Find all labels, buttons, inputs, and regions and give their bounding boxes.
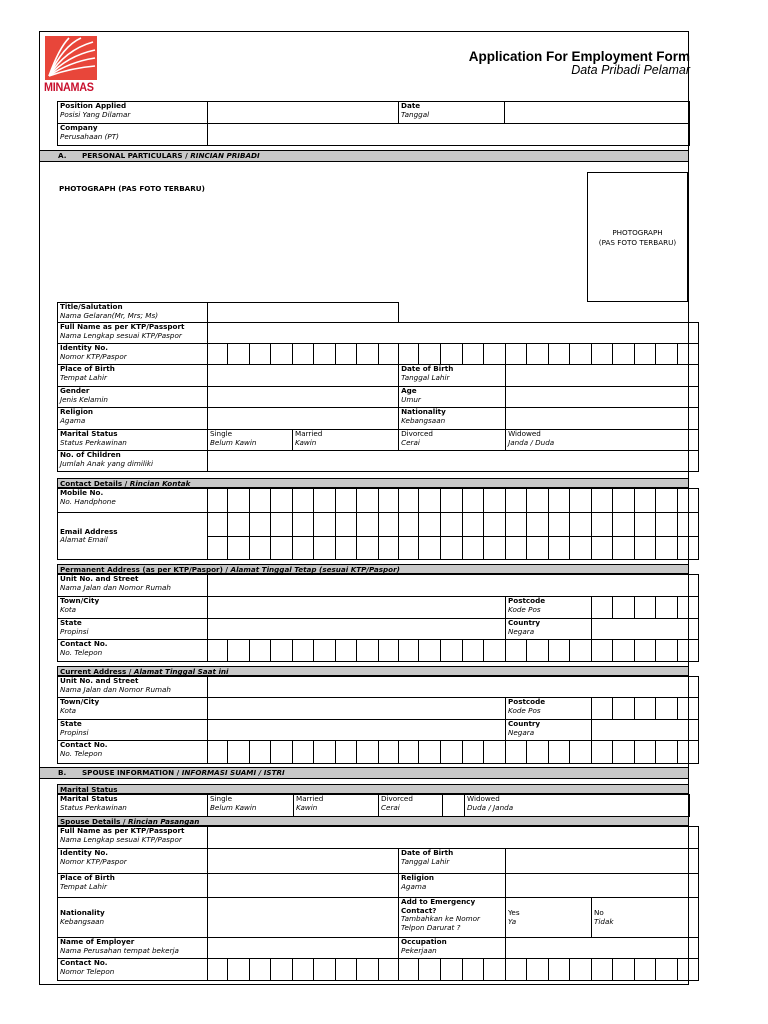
char-box[interactable] [314,537,336,560]
digit-box[interactable] [293,344,314,365]
char-box[interactable] [613,513,635,537]
char-box[interactable] [271,513,293,537]
digit-box[interactable] [379,640,399,662]
digit-box[interactable] [399,344,419,365]
digit-box[interactable] [271,344,293,365]
digit-box[interactable] [549,741,570,764]
curr-town-input[interactable] [208,698,506,720]
digit-box[interactable] [613,698,635,720]
perm-postcode-label: Postcode Kode Pos [506,597,592,619]
curr-state-input[interactable] [208,720,506,741]
digit-box[interactable] [379,959,399,981]
digit-box[interactable] [656,741,678,764]
digit-box[interactable] [336,959,357,981]
digit-box[interactable] [635,741,656,764]
digit-box[interactable] [570,741,592,764]
curr-country-label: Country Negara [506,720,592,741]
char-box[interactable] [678,537,699,560]
curr-contact-label: Contact No. No. Telepon [58,741,208,764]
char-box[interactable] [293,537,314,560]
digit-box[interactable] [250,344,271,365]
digit-box[interactable] [678,344,699,365]
perm-state-input[interactable] [208,619,506,640]
digit-box[interactable] [250,640,271,662]
digit-box[interactable] [549,344,570,365]
digit-box[interactable] [208,959,228,981]
nationality-label: Nationality Kebangsaan [399,408,506,430]
digit-box[interactable] [506,741,527,764]
digit-box[interactable] [441,741,463,764]
digit-box[interactable] [357,489,379,513]
photograph-box[interactable]: PHOTOGRAPH (PAS FOTO TERBARU) [587,172,688,302]
digit-box[interactable] [293,741,314,764]
section-a-header: A. PERSONAL PARTICULARS / RINCIAN PRIBADI [40,150,688,162]
digit-box[interactable] [678,698,699,720]
char-box[interactable] [336,537,357,560]
char-box[interactable] [250,513,271,537]
contact-table [57,488,699,560]
spouse-details-table [57,826,699,981]
employer-label: Name of Employer Nama Perusahan tempat bekerja [58,938,208,959]
curr-postcode-label: Postcode Kode Pos [506,698,592,720]
current-address-table [57,676,699,764]
char-box[interactable] [271,537,293,560]
digit-box[interactable] [656,344,678,365]
perm-unit-label: Unit No. and Street Nama Jalan dan Nomor Rumah [58,575,208,597]
char-box[interactable] [208,537,228,560]
digit-box[interactable] [228,489,250,513]
char-box[interactable] [527,537,549,560]
digit-box[interactable] [250,741,271,764]
personal-table [57,302,699,472]
perm-unit-input[interactable] [208,575,699,597]
digit-box[interactable] [419,640,441,662]
occupation-label: Occupation Pekerjaan [399,938,506,959]
brand-name: MINAMAS [44,80,94,94]
digit-box[interactable] [527,959,549,981]
digit-box[interactable] [228,640,250,662]
spouse-fullname-label: Full Name as per KTP/Passport Nama Lengkap sesuai KTP/Paspor [58,827,208,849]
char-box[interactable] [399,513,419,537]
curr-unit-label: Unit No. and Street Nama Jalan dan Nomor Rumah [58,677,208,698]
char-box[interactable] [527,513,549,537]
divorced-option[interactable]: Divorced Cerai [399,430,506,451]
digit-box[interactable] [527,741,549,764]
digit-box[interactable] [613,640,635,662]
gender-input[interactable] [208,387,399,408]
nationality-input[interactable] [506,408,699,430]
digit-box[interactable] [357,741,379,764]
digit-box[interactable] [613,959,635,981]
digit-box[interactable] [441,344,463,365]
digit-box[interactable] [441,640,463,662]
digit-box[interactable] [399,741,419,764]
position-input[interactable] [208,102,399,124]
digit-box[interactable] [336,344,357,365]
char-box[interactable] [463,537,484,560]
digit-box[interactable] [379,741,399,764]
digit-box[interactable] [314,959,336,981]
company-input[interactable] [208,124,690,146]
digit-box[interactable] [463,344,484,365]
spouse-religion-input[interactable] [506,874,699,898]
digit-box[interactable] [592,344,613,365]
spouse-religion-label: Religion Agama [399,874,506,898]
salutation-label: Title/Salutation Nama Gelaran(Mr, Mrs; Ms) [58,303,208,323]
digit-box[interactable] [527,489,549,513]
digit-box[interactable] [506,959,527,981]
digit-box[interactable] [592,959,613,981]
digit-box[interactable] [635,698,656,720]
char-box[interactable] [314,513,336,537]
char-box[interactable] [549,513,570,537]
emergency-label: Add to Emergency Contact? Tambahkan ke Nomor Telpon Darurat ? [399,898,506,938]
digit-box[interactable] [314,489,336,513]
digit-box[interactable] [228,959,250,981]
digit-box[interactable] [656,597,678,619]
char-box[interactable] [506,513,527,537]
char-box[interactable] [399,537,419,560]
digit-box[interactable] [463,640,484,662]
religion-input[interactable] [208,408,399,430]
single-option[interactable]: Single Belum Kawin [208,430,293,451]
spouse-marital-table [57,794,690,817]
fullname-input[interactable] [208,323,699,344]
digit-box[interactable] [613,489,635,513]
spouse-details-header: Spouse Details / Rincian Pasangan [57,816,689,826]
digit-box[interactable] [463,959,484,981]
digit-box[interactable] [419,959,441,981]
digit-box[interactable] [592,640,613,662]
digit-box[interactable] [484,489,506,513]
digit-box[interactable] [336,489,357,513]
children-label: No. of Children Jumlah Anak yang dimiliki [58,451,208,472]
digit-box[interactable] [549,959,570,981]
perm-contact-label: Contact No. No. Telepon [58,640,208,662]
position-label: Position Applied Posisi Yang Dilamar [58,102,208,124]
digit-box[interactable] [613,597,635,619]
digit-box[interactable] [293,959,314,981]
section-b-header: B. SPOUSE INFORMATION / INFORMASI SUAMI / ISTRI [40,767,688,779]
religion-label: Religion Agama [58,408,208,430]
digit-box[interactable] [592,741,613,764]
digit-box[interactable] [314,344,336,365]
perm-state-label: State Propinsi [58,619,208,640]
char-box[interactable] [293,513,314,537]
spouse-married-option[interactable]: Married Kawin [294,795,379,817]
digit-box[interactable] [613,344,635,365]
digit-box[interactable] [635,489,656,513]
digit-box[interactable] [336,640,357,662]
digit-box[interactable] [635,597,656,619]
spouse-single-option[interactable]: Single Belum Kawin [208,795,294,817]
spouse-identity-input[interactable] [208,849,399,874]
contact-details-header: Contact Details / Rincian Kontak [57,478,689,488]
char-box[interactable] [228,537,250,560]
marital-label: Marital Status Status Perkawinan [58,430,208,451]
perm-town-input[interactable] [208,597,506,619]
digit-box[interactable] [592,489,613,513]
married-option[interactable]: Married Kawin [293,430,399,451]
char-box[interactable] [506,537,527,560]
digit-box[interactable] [441,489,463,513]
char-box[interactable] [336,513,357,537]
digit-box[interactable] [656,489,678,513]
spouse-pob-input[interactable] [208,874,399,898]
char-box[interactable] [592,513,613,537]
perm-town-label: Town/City Kota [58,597,208,619]
digit-box[interactable] [635,640,656,662]
identity-label: Identity No. Nomor KTP/Paspor [58,344,208,365]
char-box[interactable] [484,537,506,560]
digit-box[interactable] [570,489,592,513]
digit-box[interactable] [484,959,506,981]
digit-box[interactable] [399,489,419,513]
digit-box[interactable] [250,959,271,981]
digit-box[interactable] [463,741,484,764]
char-box[interactable] [678,513,699,537]
digit-box[interactable] [250,489,271,513]
digit-box[interactable] [379,344,399,365]
digit-box[interactable] [379,489,399,513]
char-box[interactable] [549,537,570,560]
spouse-dob-input[interactable] [506,849,699,874]
char-box[interactable] [419,513,441,537]
permanent-address-table [57,574,699,662]
digit-box[interactable] [271,741,293,764]
char-box[interactable] [357,537,379,560]
pob-label: Place of Birth Tempat Lahir [58,365,208,387]
digit-box[interactable] [656,640,678,662]
digit-box[interactable] [613,741,635,764]
digit-box[interactable] [463,489,484,513]
mobile-label: Mobile No. No. Handphone [58,489,208,513]
char-box[interactable] [441,537,463,560]
digit-box[interactable] [570,959,592,981]
date-label: Date Tanggal [399,102,505,124]
digit-box[interactable] [228,344,250,365]
digit-box[interactable] [419,741,441,764]
age-input[interactable] [506,387,699,408]
spouse-pob-label: Place of Birth Tempat Lahir [58,874,208,898]
curr-unit-input[interactable] [208,677,699,698]
digit-box[interactable] [592,597,613,619]
digit-box[interactable] [441,959,463,981]
spouse-fullname-input[interactable] [208,827,699,849]
digit-box[interactable] [527,640,549,662]
position-table [57,101,690,146]
char-box[interactable] [656,537,678,560]
digit-box[interactable] [678,741,699,764]
current-address-header: Current Address / Alamat Tinggal Saat ini [57,666,689,676]
perm-country-label: Country Negara [506,619,592,640]
digit-box[interactable] [271,959,293,981]
widowed-option[interactable]: Widowed Janda / Duda [506,430,699,451]
emergency-no-option[interactable]: No Tidak [592,898,699,938]
digit-box[interactable] [656,698,678,720]
digit-box[interactable] [357,640,379,662]
spouse-marital-label: Marital Status Status Perkawinan [58,795,208,817]
digit-box[interactable] [208,489,228,513]
char-box[interactable] [228,513,250,537]
spouse-contact-label: Contact No. Nomor Telepon [58,959,208,981]
digit-box[interactable] [484,344,506,365]
digit-box[interactable] [549,489,570,513]
digit-box[interactable] [656,959,678,981]
digit-box[interactable] [419,344,441,365]
spouse-check-box[interactable] [443,795,465,817]
char-box[interactable] [419,537,441,560]
digit-box[interactable] [419,489,441,513]
emergency-yes-option[interactable]: Yes Ya [506,898,592,938]
digit-box[interactable] [527,344,549,365]
digit-box[interactable] [336,741,357,764]
digit-box[interactable] [208,741,228,764]
digit-box[interactable] [506,344,527,365]
company-label: Company Perusahaan (PT) [58,124,208,146]
email-label: Email Address Alamat Email [58,513,208,560]
perm-country-input[interactable] [592,619,699,640]
digit-box[interactable] [592,698,613,720]
digit-box[interactable] [271,489,293,513]
digit-box[interactable] [293,640,314,662]
digit-box[interactable] [570,344,592,365]
char-box[interactable] [635,537,656,560]
char-box[interactable] [441,513,463,537]
photograph-label: PHOTOGRAPH (PAS FOTO TERBARU) [59,184,205,193]
employer-input[interactable] [208,938,399,959]
curr-state-label: State Propinsi [58,720,208,741]
digit-box[interactable] [549,640,570,662]
spouse-nationality-label: Nationality Kebangsaan [58,898,208,938]
digit-box[interactable] [357,959,379,981]
curr-town-label: Town/City Kota [58,698,208,720]
spouse-identity-label: Identity No. Nomor KTP/Paspor [58,849,208,874]
identity-row [58,344,699,365]
digit-box[interactable] [293,489,314,513]
char-box[interactable] [357,513,379,537]
permanent-address-header: Permanent Address (as per KTP/Paspor) / Alamat Tinggal Tetap (sesuai KTP/Paspor) [57,564,689,574]
spouse-marital-header: Marital Status [57,784,689,794]
date-input[interactable] [505,102,690,124]
digit-box[interactable] [635,959,656,981]
age-label: Age Umur [399,387,506,408]
char-box[interactable] [592,537,613,560]
digit-box[interactable] [314,640,336,662]
digit-box[interactable] [506,489,527,513]
page-subtitle: Data Pribadi Pelamar [571,63,690,77]
digit-box[interactable] [357,344,379,365]
digit-box[interactable] [678,597,699,619]
page-title: Application For Employment Form [468,49,690,64]
char-box[interactable] [250,537,271,560]
digit-box[interactable] [208,640,228,662]
char-box[interactable] [379,513,399,537]
pob-input[interactable] [208,365,399,387]
char-box[interactable] [570,537,592,560]
char-box[interactable] [463,513,484,537]
digit-box[interactable] [271,640,293,662]
digit-box[interactable] [506,640,527,662]
children-input[interactable] [208,451,699,472]
spouse-nationality-input[interactable] [208,898,399,938]
digit-box[interactable] [399,959,419,981]
digit-box[interactable] [570,640,592,662]
dob-input[interactable] [506,365,699,387]
digit-box[interactable] [208,344,228,365]
char-box[interactable] [635,513,656,537]
char-box[interactable] [208,513,228,537]
char-box[interactable] [656,513,678,537]
digit-box[interactable] [678,640,699,662]
digit-box[interactable] [484,640,506,662]
spouse-dob-label: Date of Birth Tanggal Lahir [399,849,506,874]
digit-box[interactable] [678,959,699,981]
digit-box[interactable] [635,344,656,365]
digit-box[interactable] [678,489,699,513]
digit-box[interactable] [484,741,506,764]
gender-label: Gender Jenis Kelamin [58,387,208,408]
char-box[interactable] [379,537,399,560]
dob-label: Date of Birth Tanggal Lahir [399,365,506,387]
spouse-divorced-option[interactable]: Divorced Cerai [379,795,443,817]
digit-box[interactable] [228,741,250,764]
fullname-label: Full Name as per KTP/Passport Nama Lengkap sesuai KTP/Paspor [58,323,208,344]
spouse-widowed-option[interactable]: Widowed Duda / Janda [465,795,690,817]
char-box[interactable] [484,513,506,537]
char-box[interactable] [570,513,592,537]
digit-box[interactable] [314,741,336,764]
occupation-input[interactable] [506,938,699,959]
digit-box[interactable] [399,640,419,662]
curr-country-input[interactable] [592,720,699,741]
salutation-input[interactable] [208,303,399,323]
char-box[interactable] [613,537,635,560]
